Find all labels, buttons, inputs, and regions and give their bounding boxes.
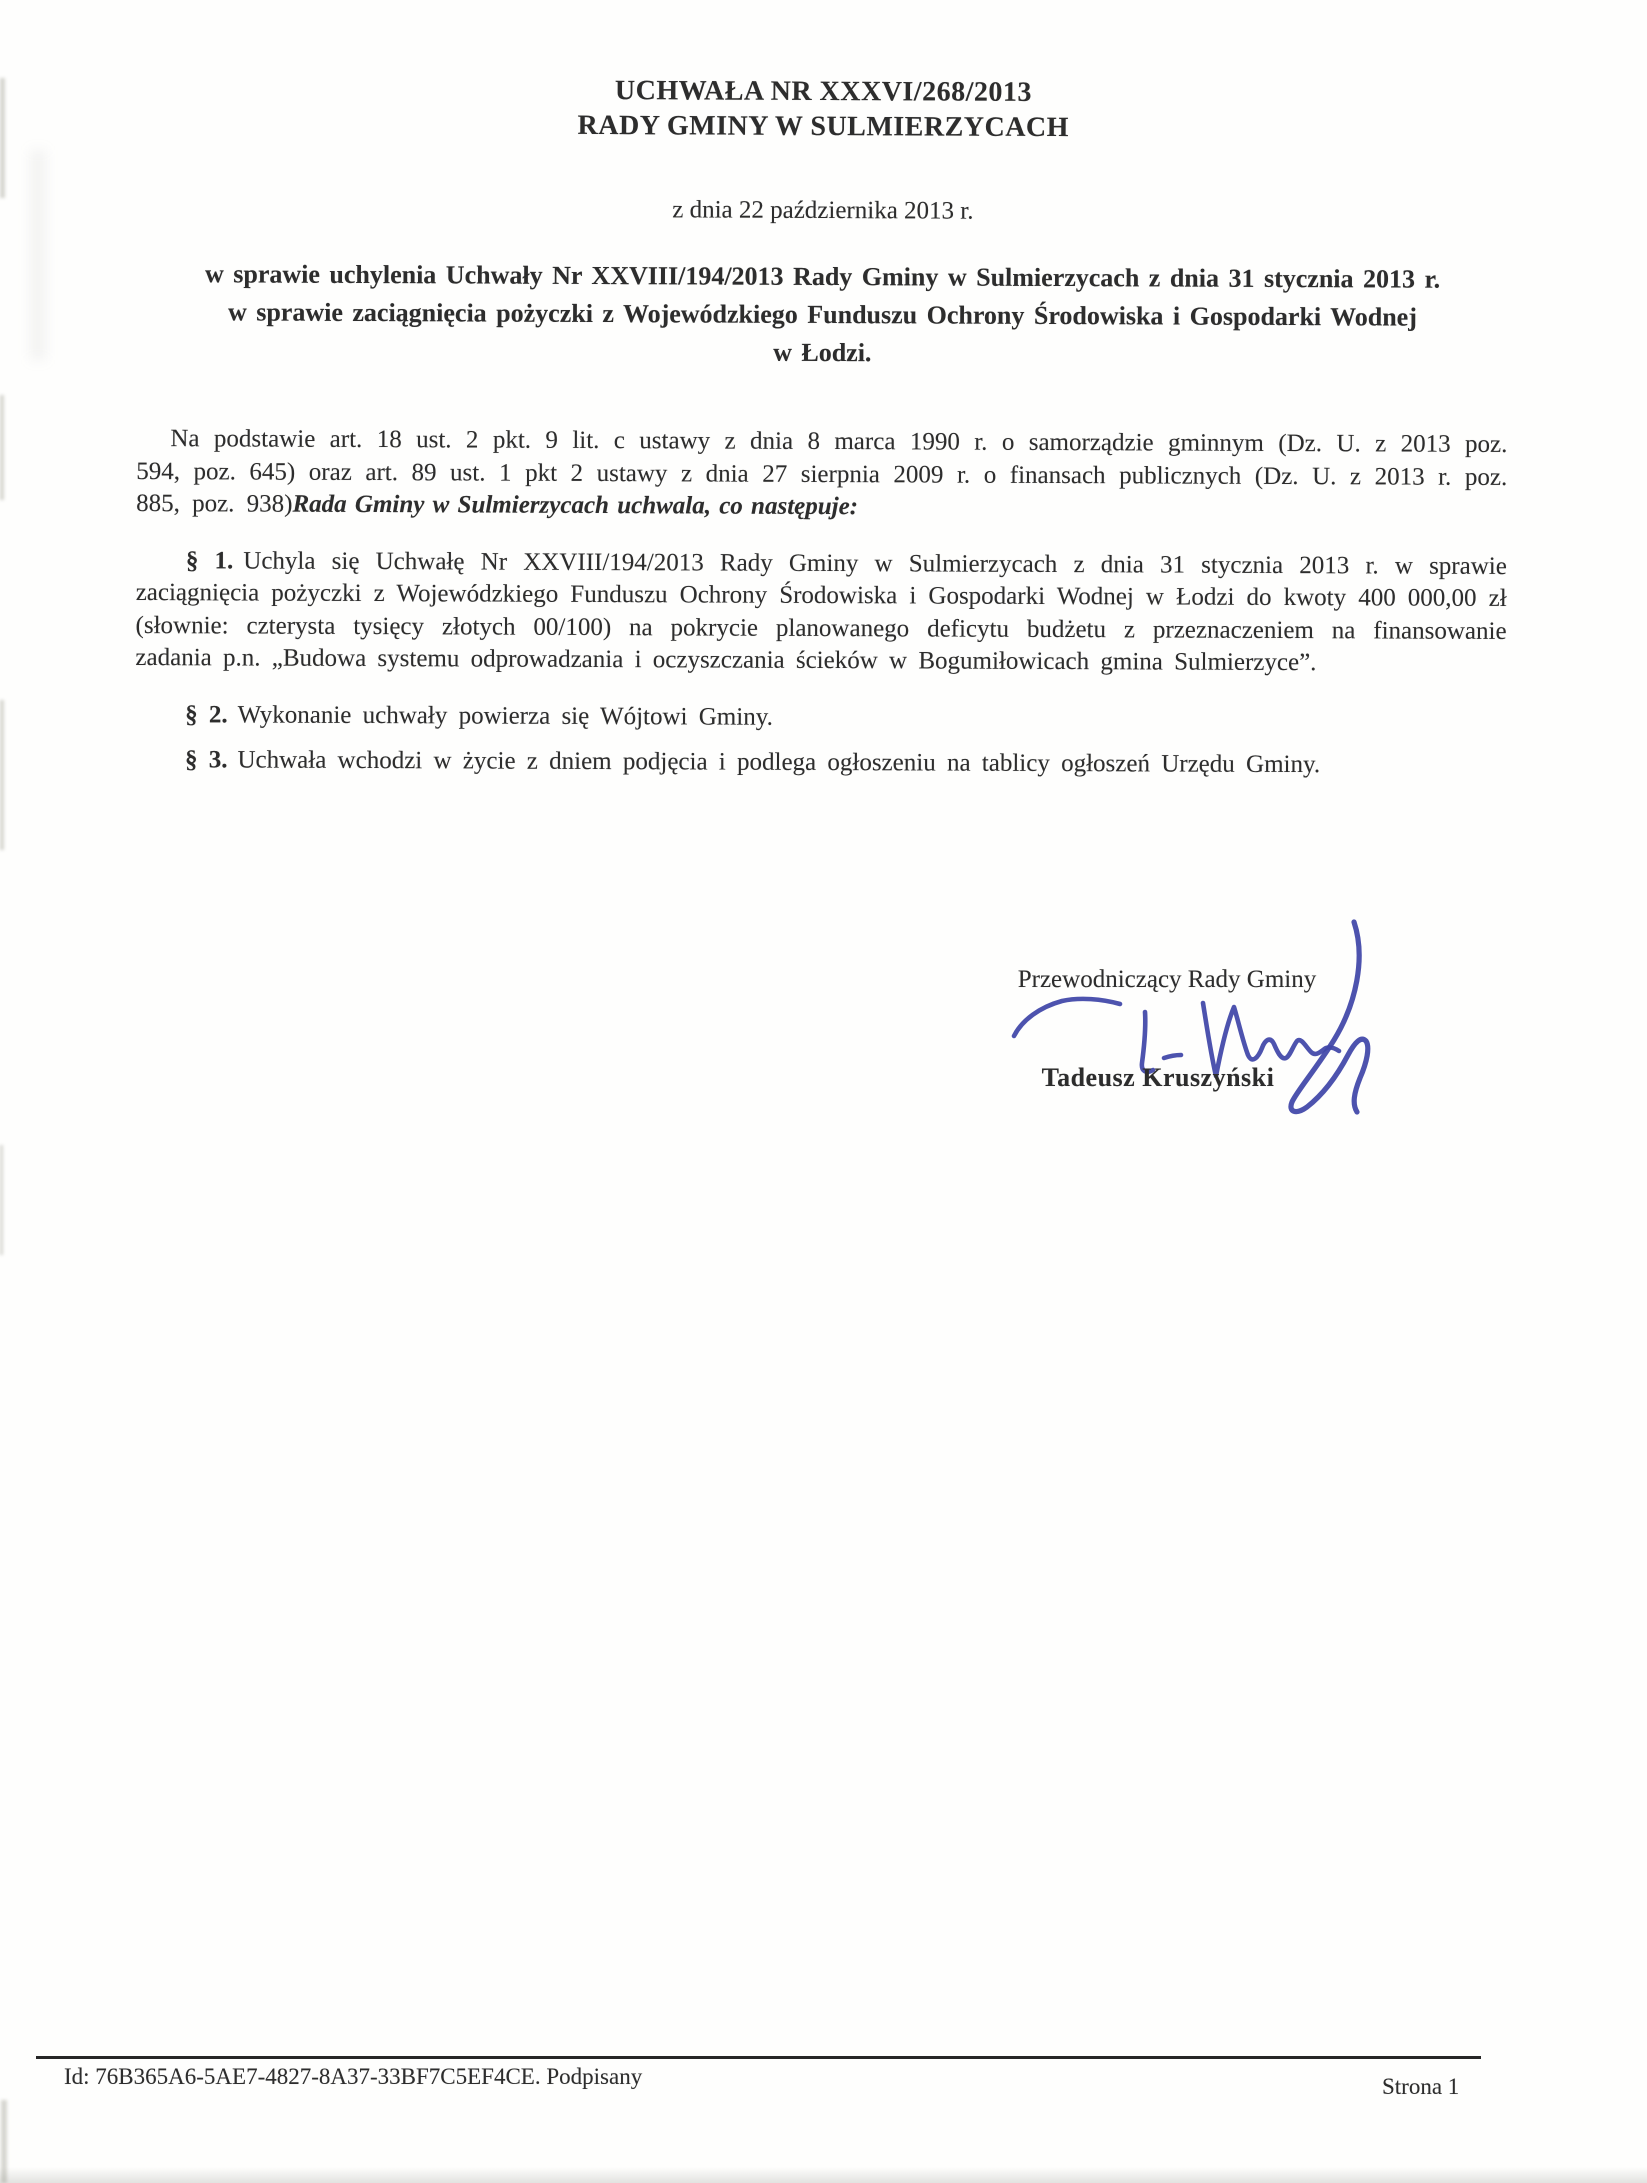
section-text-1: Uchyla się Uchwałę Nr XXVIII/194/2013 Rady Gminy w Sulmierzycach z dnia 31 stycznia 2013 r. w sprawie zaciągnięcia pożyczki z Wojewódzkiego Funduszu Ochrony Środowiska i Gospodarki Wodnej w Łodzi do kwoty 400 000,00 zł (słownie: czterysta tysięcy złotych 00/100) na pokrycie planowanego deficytu budżetu z przeznaczeniem na finansowanie zadania p.n. „Budowa systemu odprowadzania i oczyszczania ścieków w Bogumiłowicach gmina Sulmierzyce”.: [135, 546, 1507, 677]
footer-rule: [36, 2056, 1481, 2059]
scan-artifact-left-2: [30, 150, 46, 360]
section-number-3: § 3.: [184, 746, 228, 774]
section-number-1: § 1.: [185, 546, 234, 574]
scan-artifact-left-3: [0, 395, 4, 500]
subject-line-1: w sprawie uchylenia Uchwały Nr XXVIII/194/2013 Rady Gminy w Sulmierzycach z dnia 31 stycznia 2013 r.: [204, 259, 1441, 294]
preamble-text: Na podstawie art. 18 ust. 2 pkt. 9 lit. c ustawy z dnia 8 marca 1990 r. o samorządzie gminnym (Dz. U. z 2013 poz. 594, poz. 645) oraz art. 89 ust. 1 pkt 2 ustawy z dnia 27 sierpnia 2009 r. o finansach publicznych (Dz. U. z 2013 r. poz. 885, poz. 938): [136, 425, 1508, 518]
footer-document-id: Id: 76B365A6-5AE7-4827-8A37-33BF7C5EF4CE. Podpisany: [64, 2064, 643, 2089]
preamble-resolution-clause: Rada Gminy w Sulmierzycach uchwala, co następuje:: [292, 490, 859, 521]
document-title: [138, 71, 1509, 147]
resolution-body: [135, 71, 1509, 782]
footer-page-number: Strona 1: [1382, 2074, 1460, 2099]
scan-artifact-left-5: [0, 1145, 3, 1255]
section-paragraph-3: [135, 744, 1506, 782]
section-number-2: § 2.: [185, 700, 228, 728]
subject-line-3: w Łodzi.: [773, 337, 872, 368]
signatory-role: Przewodniczący Rady Gminy: [1017, 966, 1317, 993]
section-text-3: Uchwała wchodzi w życie z dniem podjęcia i podlega ogłoszeniu na tablicy ogłoszeń Urzędu Gminy.: [237, 746, 1321, 779]
legal-preamble: [136, 423, 1507, 526]
title-line-1: UCHWAŁA NR XXXVI/268/2013: [614, 75, 1032, 108]
section-paragraph-1: [135, 545, 1507, 681]
title-line-2: RADY GMINY W SULMIERZYCACH: [577, 109, 1070, 144]
signature-block: [940, 900, 1420, 1128]
document-subject: [115, 255, 1530, 375]
scan-artifact-bottom-edge: [0, 2167, 1647, 2183]
signatory-name: Tadeusz Kruszyński: [1041, 1063, 1275, 1092]
subject-line-2: w sprawie zaciągnięcia pożyczki z Wojewódzkiego Funduszu Ochrony Środowiska i Gospodarki Wodnej: [227, 297, 1417, 332]
section-paragraph-2: [135, 699, 1506, 737]
section-text-2: Wykonanie uchwały powierza się Wójtowi Gminy.: [237, 700, 773, 731]
scan-artifact-left-4: [0, 700, 4, 850]
scan-artifact-left-1: [0, 78, 5, 198]
handwritten-signature-icon: [940, 900, 1420, 1128]
document-date: z dnia 22 października 2013 r.: [672, 196, 974, 225]
